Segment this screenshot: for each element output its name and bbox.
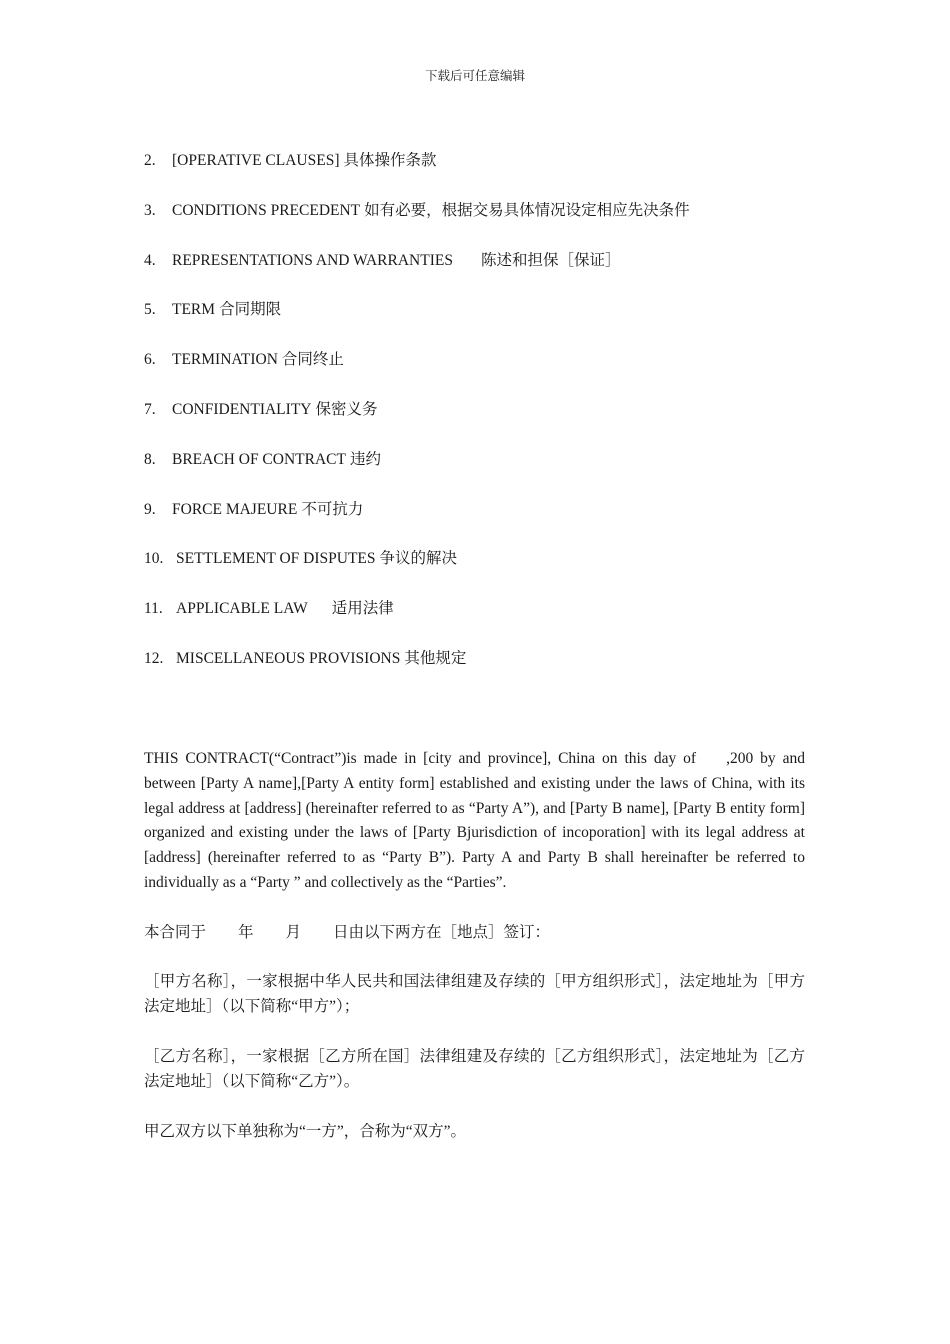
clause-title-zh: 具体操作条款: [343, 152, 437, 169]
clause-title-zh: 适用法律: [331, 600, 394, 618]
clause-title-zh: 争议的解决: [379, 550, 458, 568]
clause-title-en: CONDITIONS PRECEDENT: [172, 201, 361, 219]
clause-item: [144, 598, 806, 648]
clause-title-en: SETTLEMENT OF DISPUTES: [176, 550, 376, 568]
clause-title-zh: 如有必要，根据交易具体情况设定相应先决条件: [364, 201, 690, 219]
clause-number: 5.: [144, 301, 156, 319]
clause-title-en: FORCE MAJEURE: [172, 500, 298, 518]
clause-title-en: [OPERATIVE CLAUSES]: [172, 152, 340, 169]
header-note: 下载后可任意编辑: [424, 69, 525, 83]
clause-number: 12.: [144, 649, 164, 667]
contract-intro-en-part1: THIS CONTRACT(“Contract”)is made in [city and province], China on this day of: [144, 750, 697, 767]
contract-date-suffix: 日由以下两方在［地点］签订：: [333, 924, 551, 941]
clause-item: [144, 648, 806, 698]
contract-date-zh: [144, 921, 805, 946]
clause-number: 8.: [144, 450, 156, 468]
contract-date-prefix: 本合同于: [144, 924, 207, 941]
clause-item: [144, 200, 806, 250]
clause-list: [144, 150, 806, 698]
clause-number: 6.: [144, 351, 156, 369]
clause-title-zh: 不可抗力: [301, 500, 364, 518]
clause-title-en: REPRESENTATIONS AND WARRANTIES: [172, 251, 453, 269]
party-b-zh: ［乙方名称］，一家根据［乙方所在国］法律组建及存续的［乙方组织形式］，法定地址为［乙方法定地址］（以下简称“乙方”）。: [144, 1048, 805, 1090]
clause-title-en: BREACH OF CONTRACT: [172, 450, 346, 468]
clause-item: [144, 250, 806, 300]
clause-title-zh: 保密义务: [315, 400, 378, 418]
contract-intro-en-part2: ,200 by and between [Party A name],[Party A entity form] established and existing under the laws of China, with its legal address at [address] (hereinafter referred to as “Party A”), and [Party B name], [Party B entity form] organized and existing under the laws of [Party Bjurisdiction of incoporation] with its legal address at [address] (hereinafter referred to as “Party B”). Party A and Party B shall hereinafter be referred to individually as a “Party ” and collectively as the “Parties”.: [144, 750, 805, 891]
clause-number: 9.: [144, 500, 156, 518]
clause-item: [144, 548, 806, 598]
parties-definition-zh: 甲乙双方以下单独称为“一方”，合称为“双方”。: [144, 1123, 467, 1140]
clause-title-en: MISCELLANEOUS PROVISIONS: [176, 649, 401, 667]
clause-number: 3.: [144, 201, 156, 219]
clause-title-en: CONFIDENTIALITY: [172, 400, 312, 418]
contract-intro-en: [144, 747, 805, 896]
contract-date-year: 年: [238, 924, 254, 941]
clause-number: 7.: [144, 400, 156, 418]
clause-title-en: TERM: [172, 301, 216, 319]
clause-item: [144, 399, 806, 449]
clause-number: 10.: [144, 550, 164, 568]
clause-title-zh: 其他规定: [404, 649, 467, 667]
party-a-zh: ［甲方名称］，一家根据中华人民共和国法律组建及存续的［甲方组织形式］，法定地址为［甲方法定地址］（以下简称“甲方”）；: [144, 973, 805, 1015]
clause-title-en: APPLICABLE LAW: [176, 600, 308, 618]
clause-title-zh: 陈述和担保［保证］: [480, 251, 621, 269]
clause-item: [144, 449, 806, 499]
clause-item: [144, 349, 806, 399]
clause-number: 4.: [144, 251, 156, 269]
clause-title-zh: 合同期限: [219, 301, 282, 319]
clause-item: [144, 499, 806, 549]
clause-number: 11.: [144, 600, 163, 618]
clause-number: 2.: [144, 152, 156, 169]
clause-title-en: TERMINATION: [172, 351, 278, 369]
clause-item: [144, 299, 806, 349]
clause-item: [144, 150, 806, 200]
contract-date-month: 月: [285, 924, 302, 941]
clause-title-zh: 合同终止: [281, 351, 344, 369]
clause-title-zh: 违约: [349, 450, 381, 468]
